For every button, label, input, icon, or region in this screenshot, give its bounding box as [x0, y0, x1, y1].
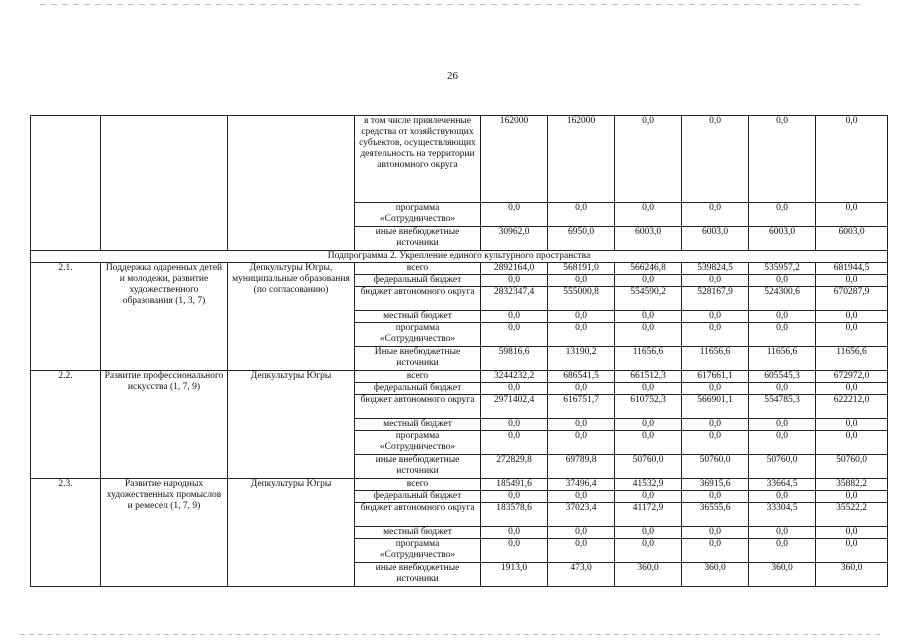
amount-cell: 0,0	[816, 311, 888, 323]
amount-cell: 59816,6	[481, 347, 548, 371]
amount-cell: 539824,5	[682, 263, 749, 275]
amount-cell: 0,0	[615, 419, 682, 431]
amount-cell: 33664,5	[749, 479, 816, 491]
amount-cell: 37496,4	[548, 479, 615, 491]
scan-artifact-top	[40, 4, 860, 5]
amount-cell: 554590,2	[615, 287, 682, 311]
amount-cell: 0,0	[615, 491, 682, 503]
amount-cell: 50760,0	[682, 455, 749, 479]
amount-cell: 0,0	[481, 539, 548, 563]
amount-cell: 0,0	[749, 311, 816, 323]
amount-cell: 1913,0	[481, 563, 548, 587]
amount-cell: 36555,6	[682, 503, 749, 527]
amount-cell: 616751,7	[548, 395, 615, 419]
amount-cell: 41532,9	[615, 479, 682, 491]
amount-cell: 35882,2	[816, 479, 888, 491]
amount-cell: 0,0	[816, 419, 888, 431]
amount-cell: 0,0	[481, 431, 548, 455]
amount-cell: 672972,0	[816, 371, 888, 383]
amount-cell: 162000	[481, 116, 548, 203]
amount-cell: 0,0	[548, 539, 615, 563]
amount-cell: 0,0	[816, 491, 888, 503]
amount-cell: 2971402,4	[481, 395, 548, 419]
amount-cell: 0,0	[749, 539, 816, 563]
funding-source: программа «Сотрудничество»	[355, 539, 481, 563]
funding-source: всего	[355, 263, 481, 275]
amount-cell: 2832347,4	[481, 287, 548, 311]
amount-cell: 0,0	[548, 275, 615, 287]
amount-cell: 33304,5	[749, 503, 816, 527]
amount-cell: 0,0	[682, 323, 749, 347]
amount-cell: 0,0	[481, 311, 548, 323]
activity-number: 2.3.	[31, 479, 101, 587]
amount-cell: 11656,6	[682, 347, 749, 371]
budget-table	[30, 115, 888, 587]
activity-name: Развитие профессионального искусства (1, 7, 9)	[101, 371, 228, 479]
table-row	[31, 263, 888, 275]
funding-source: бюджет автономного округа	[355, 395, 481, 419]
amount-cell: 0,0	[481, 275, 548, 287]
funding-source: местный бюджет	[355, 527, 481, 539]
funding-source: федеральный бюджет	[355, 383, 481, 395]
amount-cell: 686541,5	[548, 371, 615, 383]
amount-cell: 0,0	[548, 383, 615, 395]
amount-cell: 661512,3	[615, 371, 682, 383]
amount-cell: 0,0	[749, 431, 816, 455]
activity-number-cell	[31, 116, 101, 251]
amount-cell: 360,0	[749, 563, 816, 587]
amount-cell: 0,0	[481, 323, 548, 347]
amount-cell: 0,0	[816, 116, 888, 203]
amount-cell: 0,0	[615, 431, 682, 455]
amount-cell: 0,0	[749, 527, 816, 539]
amount-cell: 0,0	[615, 275, 682, 287]
amount-cell: 272829,8	[481, 455, 548, 479]
funding-source: программа «Сотрудничество»	[355, 323, 481, 347]
amount-cell: 0,0	[548, 203, 615, 227]
funding-source: всего	[355, 371, 481, 383]
amount-cell: 0,0	[615, 116, 682, 203]
amount-cell: 185491,6	[481, 479, 548, 491]
amount-cell: 3244232,2	[481, 371, 548, 383]
amount-cell: 0,0	[749, 323, 816, 347]
amount-cell: 0,0	[749, 491, 816, 503]
amount-cell: 0,0	[749, 116, 816, 203]
amount-cell: 6003,0	[682, 227, 749, 251]
amount-cell: 473,0	[548, 563, 615, 587]
amount-cell: 566246,8	[615, 263, 682, 275]
activity-name: Поддержка одаренных детей и молодежи, развитие художественного образования (1, 3, 7)	[101, 263, 228, 371]
amount-cell: 0,0	[749, 419, 816, 431]
activity-name-cell	[101, 116, 228, 251]
amount-cell: 670287,9	[816, 287, 888, 311]
amount-cell: 50760,0	[816, 455, 888, 479]
amount-cell: 183578,6	[481, 503, 548, 527]
amount-cell: 0,0	[615, 539, 682, 563]
amount-cell: 37023,4	[548, 503, 615, 527]
amount-cell: 535957,2	[749, 263, 816, 275]
subprogram-row	[31, 251, 888, 263]
activity-executor: Депкультуры Югры	[228, 371, 355, 479]
activity-executor: Депкультуры Югры, муниципальные образования (по согласованию)	[228, 263, 355, 371]
funding-source: иные внебюджетные источники	[355, 227, 481, 251]
amount-cell: 13190,2	[548, 347, 615, 371]
amount-cell: 0,0	[682, 527, 749, 539]
amount-cell: 528167,9	[682, 287, 749, 311]
amount-cell: 0,0	[816, 527, 888, 539]
amount-cell: 555000,8	[548, 287, 615, 311]
amount-cell: 0,0	[682, 116, 749, 203]
amount-cell: 360,0	[816, 563, 888, 587]
amount-cell: 0,0	[481, 527, 548, 539]
amount-cell: 30962,0	[481, 227, 548, 251]
amount-cell: 0,0	[816, 431, 888, 455]
amount-cell: 6003,0	[749, 227, 816, 251]
amount-cell: 360,0	[615, 563, 682, 587]
amount-cell: 605545,3	[749, 371, 816, 383]
amount-cell: 554785,3	[749, 395, 816, 419]
funding-source: федеральный бюджет	[355, 491, 481, 503]
amount-cell: 50760,0	[615, 455, 682, 479]
amount-cell: 0,0	[816, 383, 888, 395]
amount-cell: 0,0	[816, 203, 888, 227]
funding-source: программа «Сотрудничество»	[355, 203, 481, 227]
funding-source: Иные внебюджетные источники	[355, 347, 481, 371]
amount-cell: 0,0	[481, 383, 548, 395]
amount-cell: 0,0	[749, 383, 816, 395]
amount-cell: 0,0	[548, 431, 615, 455]
amount-cell: 0,0	[481, 419, 548, 431]
amount-cell: 0,0	[682, 491, 749, 503]
funding-source: всего	[355, 479, 481, 491]
amount-cell: 0,0	[682, 419, 749, 431]
amount-cell: 610752,3	[615, 395, 682, 419]
amount-cell: 69789,8	[548, 455, 615, 479]
table-row	[31, 116, 888, 203]
amount-cell: 0,0	[749, 203, 816, 227]
amount-cell: 681944,5	[816, 263, 888, 275]
amount-cell: 11656,6	[615, 347, 682, 371]
page-number: 26	[447, 70, 458, 82]
amount-cell: 162000	[548, 116, 615, 203]
funding-source: местный бюджет	[355, 419, 481, 431]
activity-name: Развитие народных художественных промыслов и ремесел (1, 7, 9)	[101, 479, 228, 587]
amount-cell: 0,0	[816, 539, 888, 563]
amount-cell: 0,0	[615, 311, 682, 323]
amount-cell: 0,0	[548, 491, 615, 503]
activity-executor: Депкультуры Югры	[228, 479, 355, 587]
amount-cell: 0,0	[682, 539, 749, 563]
amount-cell: 0,0	[481, 491, 548, 503]
amount-cell: 0,0	[749, 275, 816, 287]
funding-source: бюджет автономного округа	[355, 287, 481, 311]
amount-cell: 0,0	[548, 419, 615, 431]
executor-cell	[228, 116, 355, 251]
amount-cell: 6003,0	[615, 227, 682, 251]
amount-cell: 41172,9	[615, 503, 682, 527]
amount-cell: 0,0	[682, 383, 749, 395]
amount-cell: 568191,0	[548, 263, 615, 275]
amount-cell: 0,0	[548, 323, 615, 347]
table-row	[31, 371, 888, 383]
amount-cell: 617661,1	[682, 371, 749, 383]
activity-number: 2.1.	[31, 263, 101, 371]
scan-artifact-bottom	[20, 634, 880, 635]
funding-source: программа «Сотрудничество»	[355, 431, 481, 455]
amount-cell: 0,0	[682, 275, 749, 287]
amount-cell: 0,0	[682, 431, 749, 455]
table-row	[31, 479, 888, 491]
funding-source: бюджет автономного округа	[355, 503, 481, 527]
amount-cell: 360,0	[682, 563, 749, 587]
amount-cell: 11656,6	[749, 347, 816, 371]
amount-cell: 6003,0	[816, 227, 888, 251]
amount-cell: 0,0	[548, 311, 615, 323]
amount-cell: 35522,2	[816, 503, 888, 527]
amount-cell: 0,0	[615, 323, 682, 347]
amount-cell: 566901,1	[682, 395, 749, 419]
amount-cell: 36915,6	[682, 479, 749, 491]
amount-cell: 0,0	[682, 311, 749, 323]
amount-cell: 622212,0	[816, 395, 888, 419]
amount-cell: 6950,0	[548, 227, 615, 251]
funding-source: местный бюджет	[355, 311, 481, 323]
amount-cell: 0,0	[615, 383, 682, 395]
amount-cell: 50760,0	[749, 455, 816, 479]
amount-cell: 0,0	[816, 323, 888, 347]
amount-cell: 0,0	[548, 527, 615, 539]
amount-cell: 11656,6	[816, 347, 888, 371]
amount-cell: 0,0	[816, 275, 888, 287]
subprogram-title: Подпрограмма 2. Укрепление единого культурного пространства	[31, 251, 888, 263]
funding-source: в том числе привлеченные средства от хозяйствующих субъектов, осуществляющих деятельность на территории автономного округа	[355, 116, 481, 203]
activity-number: 2.2.	[31, 371, 101, 479]
funding-source: иные внебюджетные источники	[355, 563, 481, 587]
amount-cell: 524300,6	[749, 287, 816, 311]
amount-cell: 0,0	[481, 203, 548, 227]
amount-cell: 0,0	[682, 203, 749, 227]
amount-cell: 0,0	[615, 203, 682, 227]
amount-cell: 2892164,0	[481, 263, 548, 275]
amount-cell: 0,0	[615, 527, 682, 539]
funding-source: иные внебюджетные источники	[355, 455, 481, 479]
funding-source: федеральный бюджет	[355, 275, 481, 287]
